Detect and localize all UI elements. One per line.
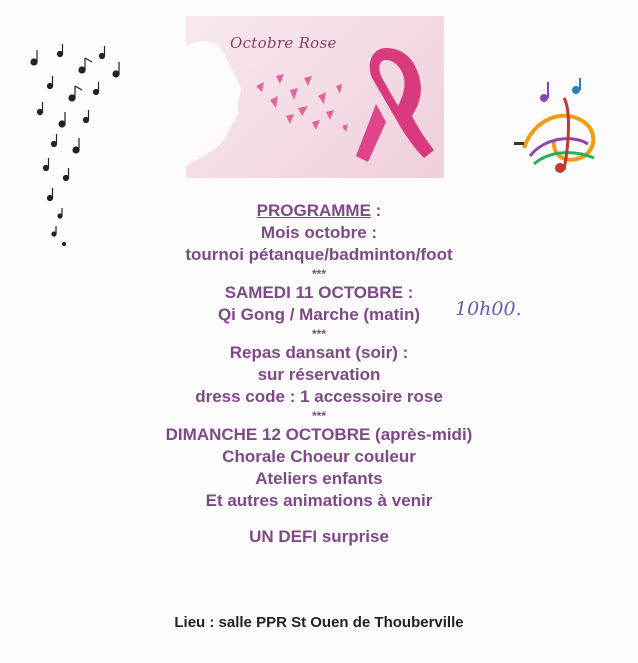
treble-clef-icon [514, 78, 606, 180]
month-activity: tournoi pétanque/badminton/foot [185, 245, 453, 264]
saturday-activity: Qi Gong / Marche (matin) [217, 305, 421, 324]
month-line: Mois octobre : [260, 223, 378, 242]
programme-section [0, 200, 638, 548]
separator: *** [311, 409, 326, 423]
octobre-rose-banner [186, 16, 444, 178]
sunday-choir: Chorale Choeur couleur [222, 447, 416, 466]
dinner-title: Repas dansant (soir) : [229, 343, 409, 362]
challenge: UN DEFI surprise [249, 527, 389, 546]
sunday-more: Et autres animations à venir [205, 491, 433, 510]
handwritten-time: 10h00. [455, 298, 522, 320]
programme-heading-line [0, 200, 638, 222]
dinner-reservation: sur réservation [257, 365, 381, 384]
separator: *** [311, 327, 326, 341]
sunday-workshops: Ateliers enfants [255, 469, 383, 488]
saturday-activity-line [0, 298, 638, 326]
location: Lieu : salle PPR St Ouen de Thouberville [174, 614, 464, 631]
programme-heading-colon: : [370, 201, 382, 220]
saturday-title: SAMEDI 11 OCTOBRE : [224, 283, 414, 302]
sunday-title: DIMANCHE 12 OCTOBRE (après-midi) [165, 425, 473, 444]
banner-title: Octobre Rose [230, 34, 337, 52]
dinner-dress-code: dress code : 1 accessoire rose [195, 387, 443, 406]
programme-heading: PROGRAMME [256, 201, 371, 220]
separator: *** [311, 267, 326, 281]
spacer [0, 512, 638, 526]
